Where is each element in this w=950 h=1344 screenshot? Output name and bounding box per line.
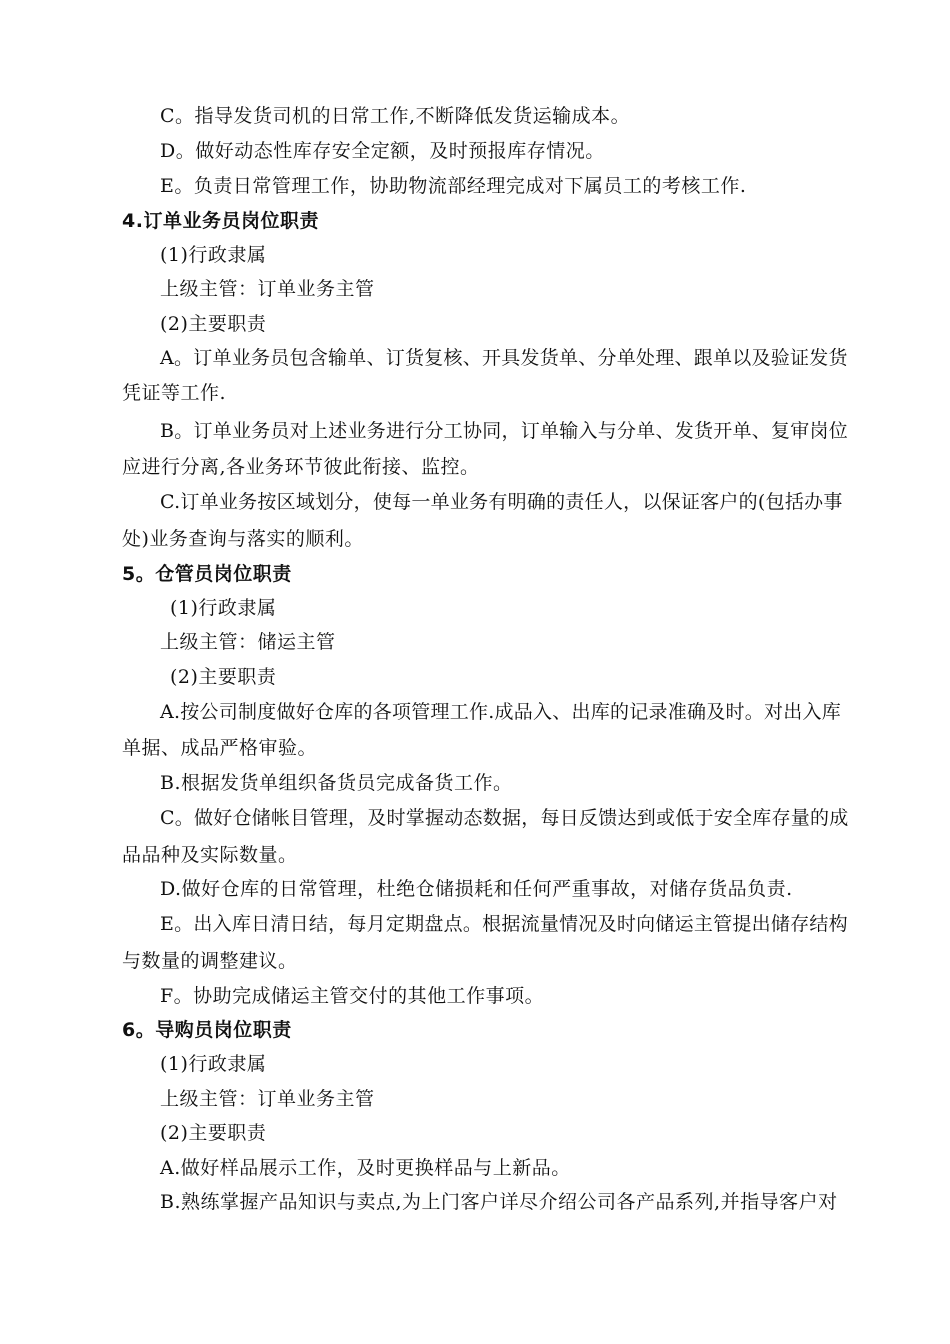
section-4-duty-b-line1: B。订单业务员对上述业务进行分工协同，订单输入与分单、发货开单、复审岗位 xyxy=(160,420,848,442)
section-4-heading: 4.订单业务员岗位职责 xyxy=(122,210,319,232)
section-4-duty-c-line2: 处)业务查询与落实的顺利。 xyxy=(122,528,364,550)
section-6-duty-a-line1: A.做好样品展示工作，及时更换样品与上新品。 xyxy=(160,1157,571,1179)
section-5-duty-c-line1: C。做好仓储帐目管理，及时掌握动态数据，每日反馈达到或低于安全库存量的成 xyxy=(160,807,849,829)
section-5-duty-f-line1: F。协助完成储运主管交付的其他工作事项。 xyxy=(160,985,545,1007)
paragraph-3d: D。做好动态性库存安全定额，及时预报库存情况。 xyxy=(160,140,605,162)
section-5-duty-b-line1: B.根据发货单组织备货员完成备货工作。 xyxy=(160,772,513,794)
section-4-duty-a-line2: 凭证等工作. xyxy=(122,382,227,404)
section-5-duty-d-line1: D.做好仓库的日常管理，杜绝仓储损耗和任何严重事故，对储存货品负责. xyxy=(160,878,793,900)
section-5-admin-label: (1)行政隶属 xyxy=(170,597,277,619)
section-6-supervisor: 上级主管：订单业务主管 xyxy=(160,1088,375,1110)
section-5-duty-a-line1: A.按公司制度做好仓库的各项管理工作.成品入、出库的记录准确及时。对出入库 xyxy=(160,701,842,723)
section-6-admin-label: (1)行政隶属 xyxy=(160,1053,267,1075)
section-4-duty-b-line2: 应进行分离,各业务环节彼此衔接、监控。 xyxy=(122,456,480,478)
section-5-duty-e-line1: E。出入库日清日结，每月定期盘点。根据流量情况及时向储运主管提出储存结构 xyxy=(160,913,848,935)
section-5-duties-label: (2)主要职责 xyxy=(170,666,277,688)
section-4-duty-c-line1: C.订单业务按区域划分，使每一单业务有明确的责任人，以保证客户的(包括办事 xyxy=(160,491,843,513)
section-4-admin-label: (1)行政隶属 xyxy=(160,244,267,266)
section-6-heading: 6。导购员岗位职责 xyxy=(122,1019,292,1041)
section-5-supervisor: 上级主管：储运主管 xyxy=(160,631,336,653)
section-4-duty-a-line1: A。订单业务员包含输单、订货复核、开具发货单、分单处理、跟单以及验证发货 xyxy=(160,347,848,369)
section-5-heading: 5。仓管员岗位职责 xyxy=(122,563,292,585)
section-4-duties-label: (2)主要职责 xyxy=(160,313,267,335)
paragraph-3e: E。负责日常管理工作，协助物流部经理完成对下属员工的考核工作. xyxy=(160,175,747,197)
section-6-duty-b-line1: B.熟练掌握产品知识与卖点,为上门客户详尽介绍公司各产品系列,并指导客户对 xyxy=(160,1191,838,1213)
section-5-duty-c-line2: 品品种及实际数量。 xyxy=(122,844,298,866)
section-6-duties-label: (2)主要职责 xyxy=(160,1122,267,1144)
section-4-supervisor: 上级主管：订单业务主管 xyxy=(160,278,375,300)
paragraph-3c: C。指导发货司机的日常工作,不断降低发货运输成本。 xyxy=(160,105,631,127)
section-5-duty-e-line2: 与数量的调整建议。 xyxy=(122,950,298,972)
section-5-duty-a-line2: 单据、成品严格审验。 xyxy=(122,737,318,759)
